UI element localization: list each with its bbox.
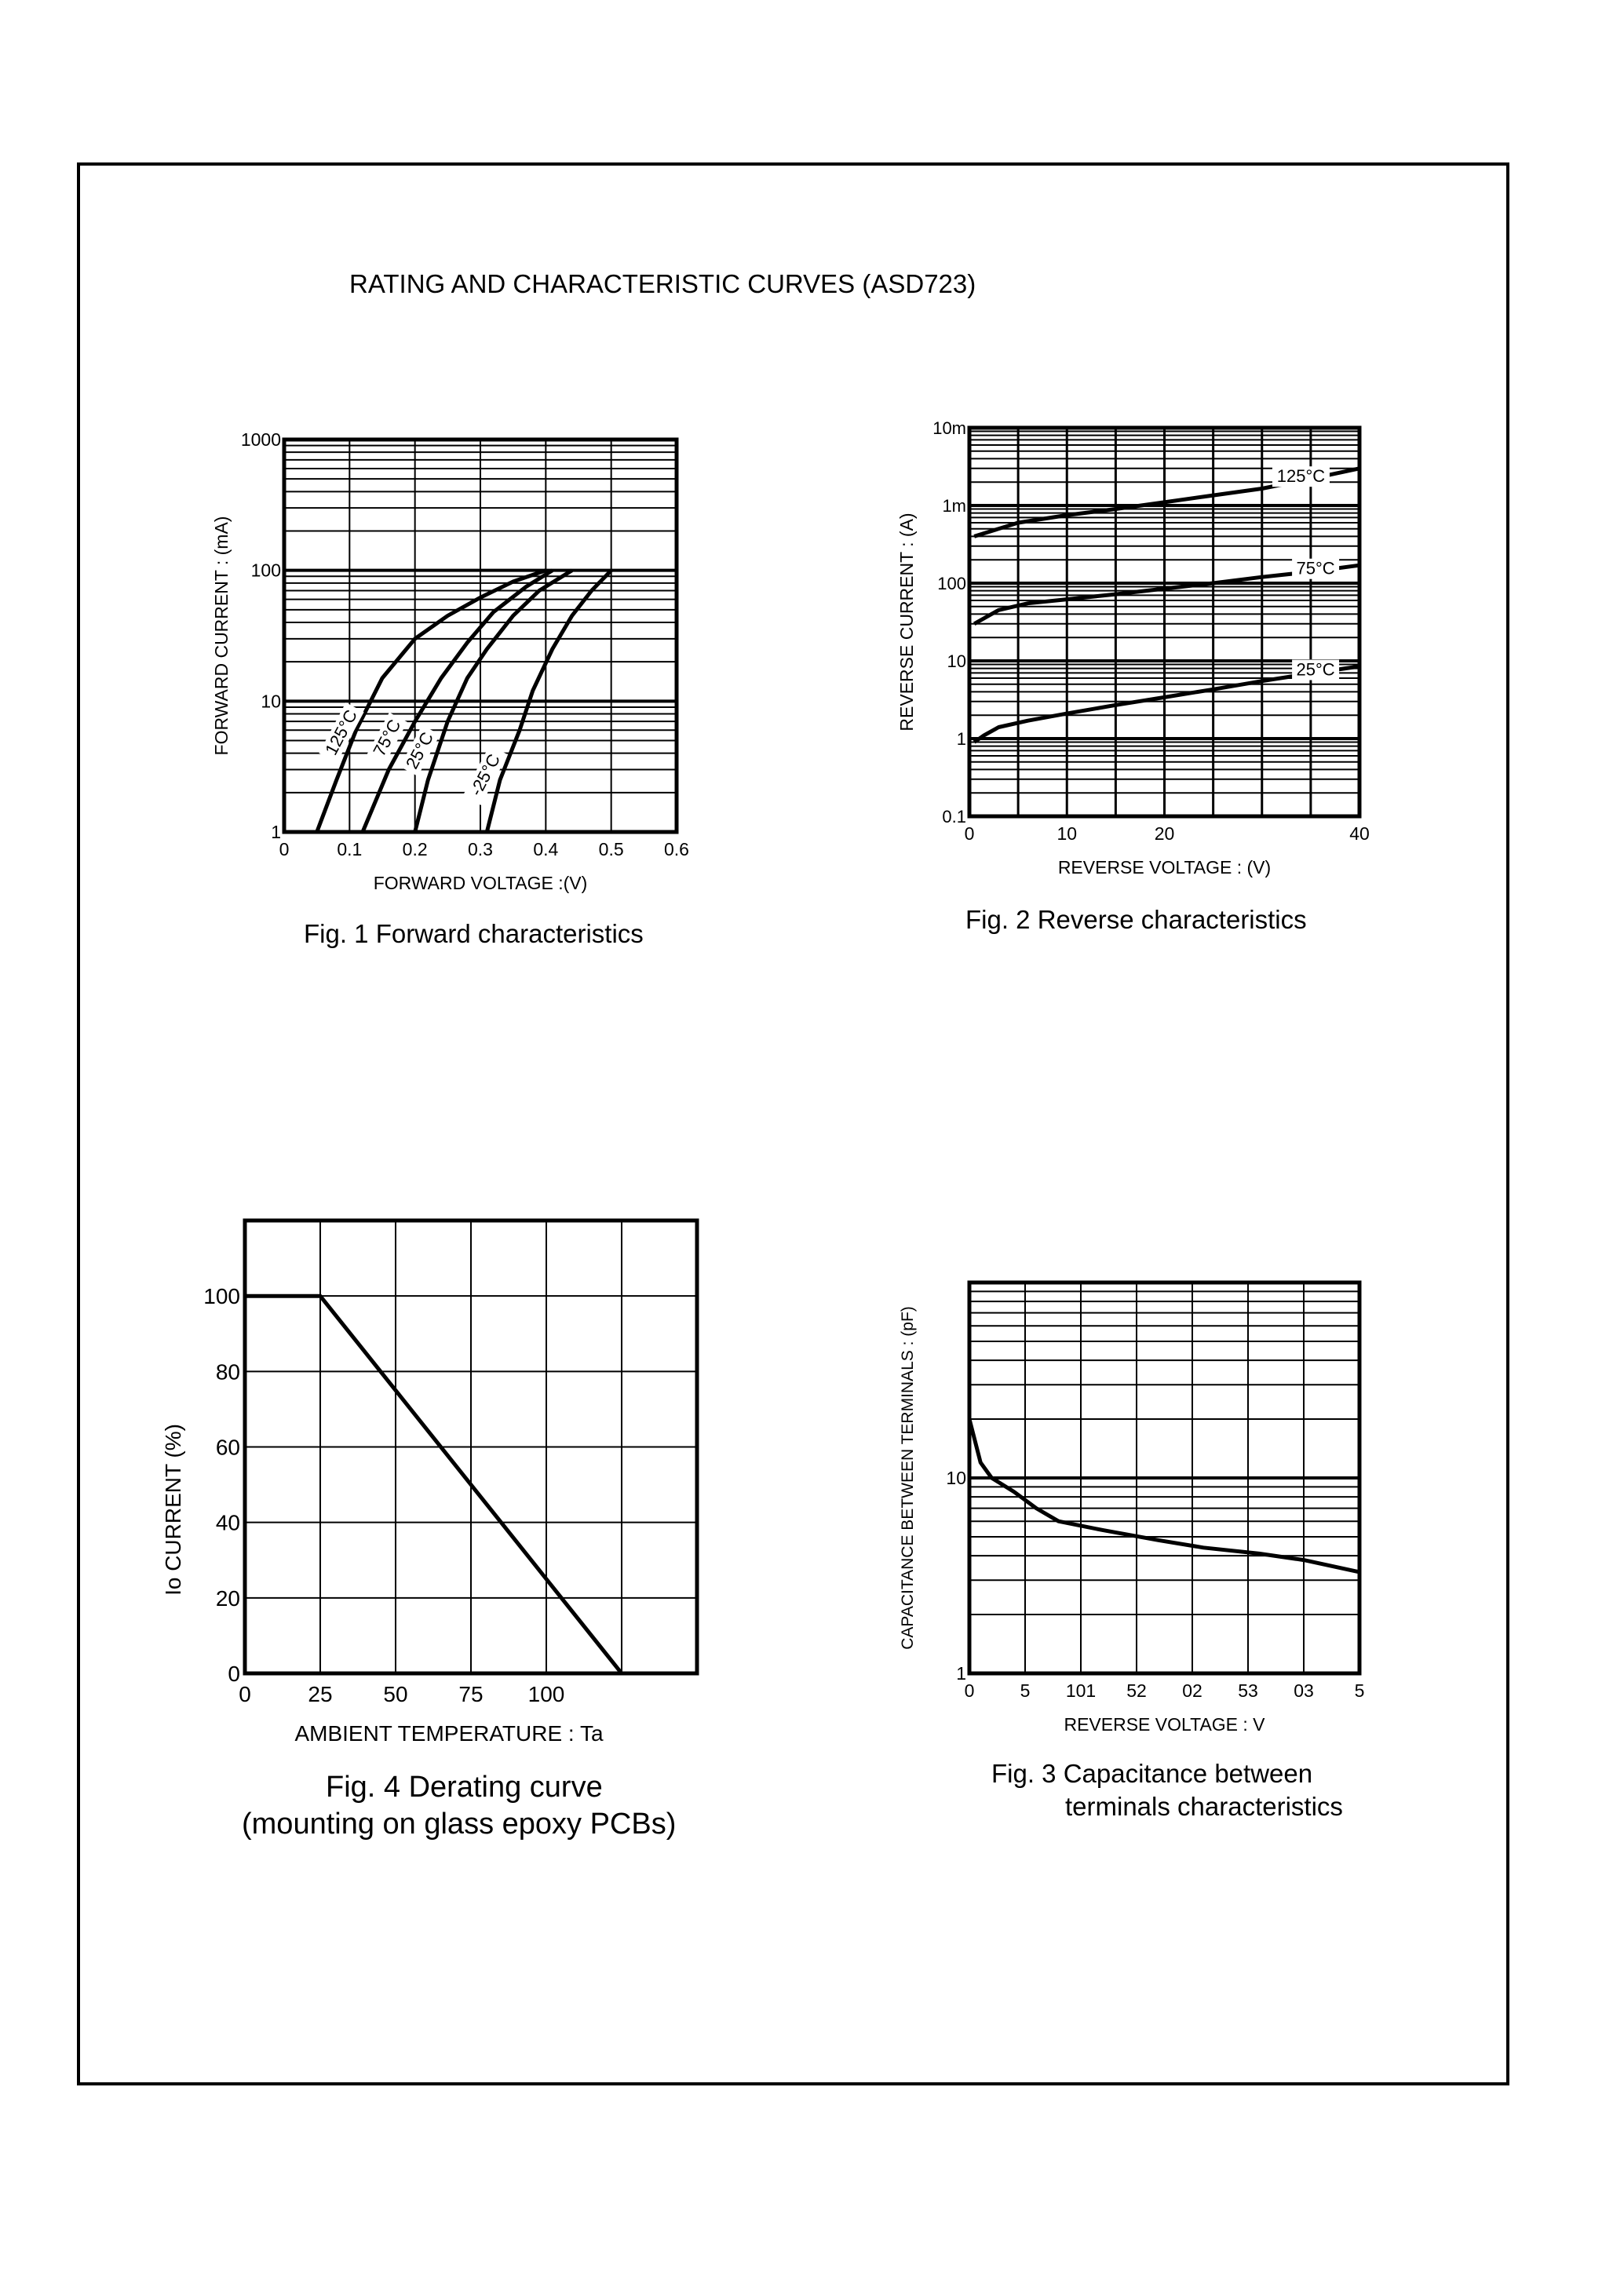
fig4-y-axis-label: Io CURRENT (%): [161, 1424, 185, 1596]
fig1-curve-label: 125°C: [321, 706, 361, 759]
fig3-series-line-0: [969, 1419, 1359, 1572]
fig3-x-axis-label: REVERSE VOLTAGE : V: [1064, 1714, 1265, 1735]
fig4-x-tick-label: 25: [308, 1682, 333, 1706]
fig1-x-tick-label: 0.4: [533, 839, 559, 859]
fig2-curve-label-group: [1272, 466, 1330, 487]
fig4-caption-line1: Fig. 4 Derating curve: [326, 1771, 603, 1804]
fig4-y-tick-label: 0: [228, 1662, 240, 1686]
fig1-y-axis-label: FORWARD CURRENT : (mA): [211, 516, 232, 756]
fig1-curve-label: -25°C: [465, 750, 505, 800]
fig2-x-tick-label: 40: [1349, 823, 1370, 844]
fig3-x-tick-label: 5: [1020, 1680, 1031, 1701]
fig1-caption: Fig. 1 Forward characteristics: [304, 919, 644, 948]
fig3-x-tick-label: 52: [1126, 1680, 1147, 1701]
fig1-x-tick-label: 0.1: [337, 839, 363, 859]
fig1-x-tick-label: 0: [279, 839, 290, 859]
fig2-curve-label: 75°C: [1296, 558, 1335, 578]
fig4-x-axis-label: AMBIENT TEMPERATURE : Ta: [294, 1721, 604, 1746]
fig1-curve-label-group: [400, 725, 440, 776]
fig3-y-tick-label: 10: [946, 1468, 966, 1488]
fig2-curve-label: 25°C: [1296, 659, 1335, 680]
fig3-x-tick-label: 03: [1294, 1680, 1314, 1701]
fig2-curve-label-group: [1292, 559, 1339, 579]
fig4-y-tick-label: 60: [215, 1435, 240, 1460]
fig4-x-tick-label: 0: [239, 1682, 251, 1706]
fig1-y-tick-label: 100: [250, 560, 281, 581]
fig4-x-tick-label: 75: [458, 1682, 484, 1706]
fig3-caption-line2: terminals characteristics: [1065, 1792, 1343, 1821]
fig2-x-tick-label: 10: [1057, 823, 1078, 844]
fig4-y-tick-label: 100: [203, 1284, 240, 1309]
fig1-x-tick-label: 0.6: [664, 839, 689, 859]
fig4-caption-line2: (mounting on glass epoxy PCBs): [242, 1808, 677, 1841]
fig1-curve-label: 75°C: [369, 716, 405, 760]
fig2-curve-label: 125°C: [1276, 466, 1326, 487]
fig1-x-tick-label: 0.5: [598, 839, 624, 859]
fig2-y-tick-label: 1: [956, 729, 966, 749]
fig2-y-tick-label: 0.1: [942, 807, 966, 826]
fig1-curve-label-group: [367, 713, 407, 764]
fig1-x-axis-label: FORWARD VOLTAGE :(V): [373, 873, 588, 893]
fig2-curve-label-group: [1292, 660, 1339, 680]
fig3-caption-line1: Fig. 3 Capacitance between: [991, 1759, 1313, 1788]
fig3-x-tick-label: 0: [964, 1680, 975, 1701]
fig4-series-line-0: [245, 1296, 622, 1673]
fig4-y-tick-label: 80: [215, 1359, 240, 1385]
fig2-y-tick-label: 10m: [932, 418, 966, 438]
fig1-x-tick-label: 0.3: [468, 839, 493, 859]
fig2-y-tick-label: 10: [947, 651, 966, 671]
fig2-caption: Fig. 2 Reverse characteristics: [965, 905, 1307, 934]
fig3-y-tick-label: 1: [956, 1663, 966, 1684]
fig3-x-tick-label: 101: [1065, 1680, 1097, 1701]
fig4-x-tick-label: 100: [527, 1682, 565, 1706]
fig3-x-tick-label: 5: [1354, 1680, 1365, 1701]
fig1-curve-label: 25°C: [401, 728, 438, 772]
fig2-y-tick-label: 100: [937, 574, 966, 593]
fig3-x-tick-label: 02: [1182, 1680, 1202, 1701]
fig3-x-tick-label: 53: [1238, 1680, 1258, 1701]
fig2-x-axis-label: REVERSE VOLTAGE : (V): [1057, 857, 1272, 878]
page-title: RATING AND CHARACTERISTIC CURVES (ASD723): [349, 269, 976, 298]
fig1-x-tick-label: 0.2: [402, 839, 428, 859]
fig2-y-tick-label: 1m: [942, 496, 966, 516]
fig3-y-axis-label: CAPACITANCE BETWEEN TERMINALS : (pF): [899, 1306, 917, 1650]
fig4-x-tick-label: 50: [383, 1682, 408, 1706]
fig1-y-tick-label: 1000: [240, 429, 281, 450]
fig4-y-tick-label: 40: [215, 1510, 240, 1535]
fig2-y-axis-label: REVERSE CURRENT : (A): [896, 513, 917, 732]
fig2-x-tick-label: 20: [1154, 823, 1175, 844]
fig1-y-tick-label: 1: [271, 822, 281, 842]
fig4-y-tick-label: 20: [215, 1585, 240, 1611]
fig1-y-tick-label: 10: [261, 691, 281, 712]
fig2-x-tick-label: 0: [964, 823, 975, 844]
